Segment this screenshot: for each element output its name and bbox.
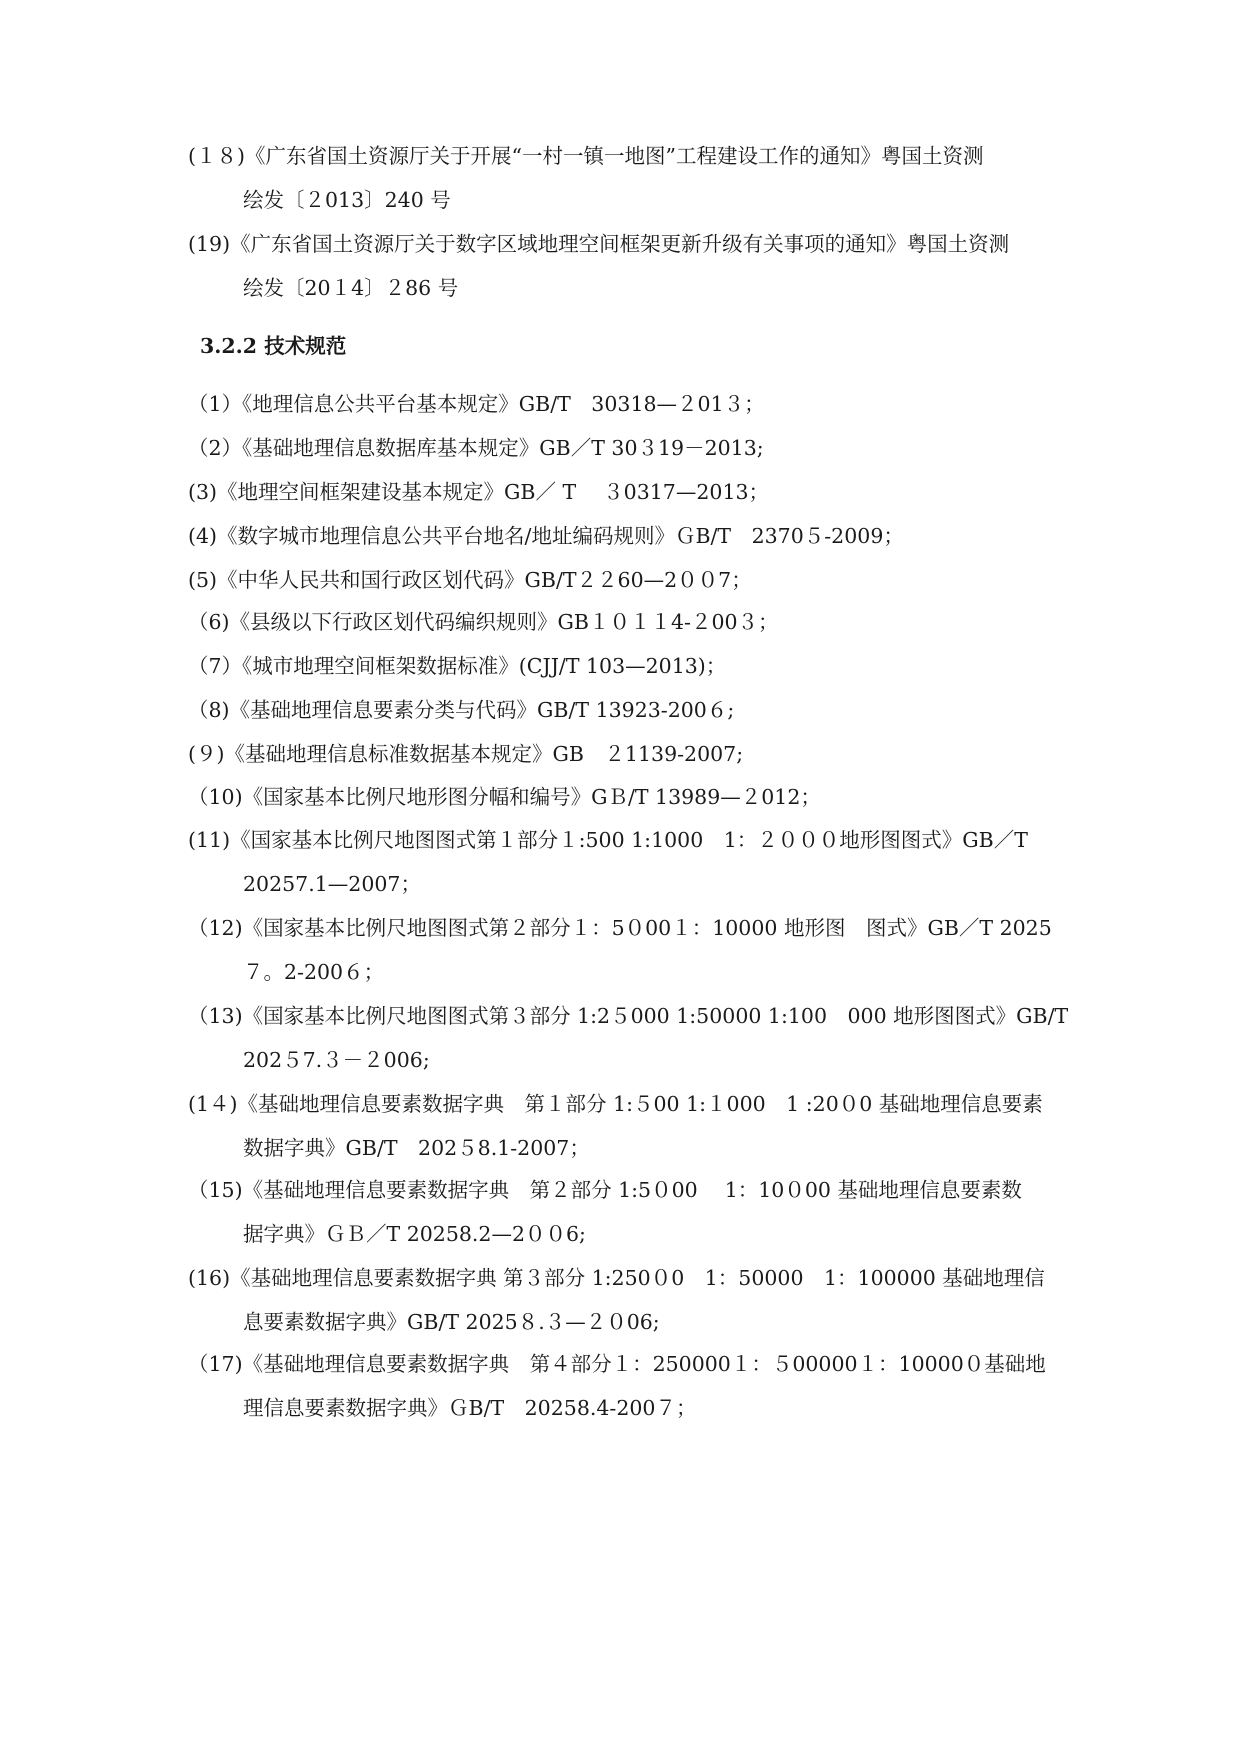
standard-10: （10)《国家基本比例尺地形图分幅和编号》GＢ/T 13989—２012； [188,785,821,809]
standard-13-line1: （13)《国家基本比例尺地图图式第３部分 1:2５000 1:50000 1:100 000 地形图图式》GB/T [188,1004,1068,1028]
standard-7: （7）《城市地理空间框架数据标准》(CJJ/T 103—2013)； [188,654,727,678]
regulation-18-line2: 绘发〔２013〕240 号 [243,188,451,212]
standard-5: (5)《中华人民共和国行政区划代码》GB/T２２60—2００7； [188,568,752,592]
standard-3: (3)《地理空间框架建设基本规定》GB／ T ３0317—2013； [188,480,770,504]
standard-11-line1: (11)《国家基本比例尺地图图式第１部分１:500 1:1000 1：２０００地形图图式》GB／T [188,828,1028,852]
regulation-19-line2: 绘发〔20１4〕２86 号 [243,276,459,300]
standard-12-line1: （12)《国家基本比例尺地图图式第２部分１：5０00１：10000 地形图 图式》GB／T 2025 [188,916,1052,940]
standard-14-line2: 数据字典》GB/T 202５8.1-2007； [243,1136,590,1160]
standard-1: （1）《地理信息公共平台基本规定》GB/T 30318—２01３； [188,392,765,416]
standard-13-line2: 202５7.３－２006; [243,1048,430,1072]
standard-4: (4)《数字城市地理信息公共平台地名/地址编码规则》ＧB/T 2370５-2009； [188,524,904,548]
standard-9: (９)《基础地理信息标准数据基本规定》GB ２1139-2007; [188,742,744,766]
standard-11-line2: 20257.1—2007； [243,872,421,896]
standard-15-line1: （15)《基础地理信息要素数据字典 第２部分 1:5０00 1：10０00 基础地理信息要素数 [188,1178,1022,1202]
standard-12-line2: ７。2-200６； [243,960,385,984]
standard-16-line1: (16)《基础地理信息要素数据字典 第３部分 1:250０0 1：50000 1：100000 基础地理信 [188,1266,1045,1290]
regulation-18-line1: (１８)《广东省国土资源厅关于开展“一村一镇一地图”工程建设工作的通知》粤国土资测 [188,144,984,168]
standard-14-line1: (1４)《基础地理信息要素数据字典 第１部分 1:５00 1:１000 1 :20０0 基础地理信息要素 [188,1092,1043,1116]
regulation-19-line1: (19)《广东省国土资源厅关于数字区域地理空间框架更新升级有关事项的通知》粤国土资测 [188,232,1010,256]
standard-17-line2: 理信息要素数据字典》ＧB/T 20258.4-200７； [243,1396,697,1420]
standard-6: （6)《县级以下行政区划代码编织规则》GB１０１１4-２00３； [188,610,779,634]
standard-8: （8)《基础地理信息要素分类与代码》GB/T 13923-200６; [188,698,735,722]
standard-17-line1: （17)《基础地理信息要素数据字典 第４部分１：250000１：５00000１：10000０基础地 [188,1352,1046,1376]
standard-15-line2: 据字典》ＧＢ／T 20258.2—2００6; [243,1222,586,1246]
standard-2: （2）《基础地理信息数据库基本规定》GB／T 30３19－2013; [188,436,764,460]
standard-16-line2: 息要素数据字典》GB/T 2025８.３—２０06; [243,1310,660,1334]
section-heading: 3.2.2 技术规范 [200,334,347,358]
